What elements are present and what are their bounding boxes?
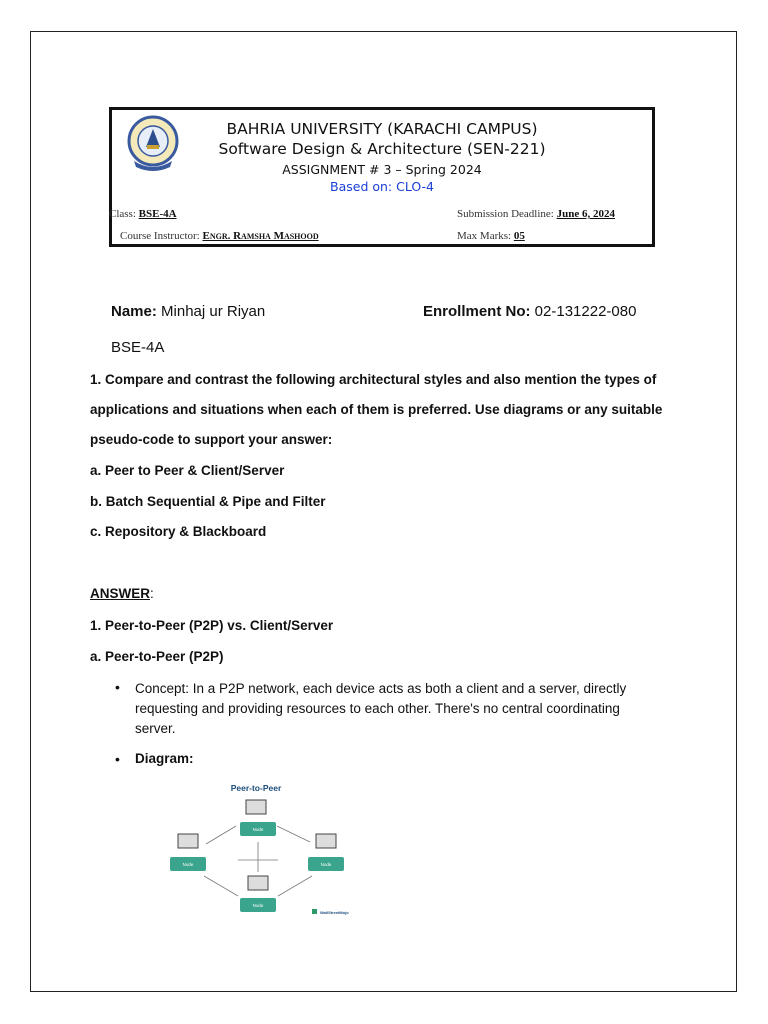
node-label: Node: [320, 862, 332, 867]
class-label: Class:: [109, 208, 136, 220]
concept-line-2: requesting and providing resources to each other. There's no central coordinating: [135, 701, 620, 716]
p2p-diagram: [162, 778, 382, 928]
answer-colon: :: [150, 586, 154, 601]
node-top: [240, 800, 276, 836]
deadline-label: Submission Deadline:: [457, 208, 554, 220]
class-value: BSE-4A: [138, 208, 177, 220]
question-part-b: b. Batch Sequential & Pipe and Filter: [90, 494, 326, 509]
node-label: Node: [252, 903, 264, 908]
bullet-icon: •: [115, 751, 120, 767]
assignment-header: [109, 107, 655, 247]
diagram-title: Peer-to-Peer: [230, 783, 282, 793]
node-label: Node: [252, 827, 264, 832]
question-line-2: applications and situations when each of them is preferred. Use diagrams or any suitable: [90, 402, 663, 417]
instructor-label: Course Instructor:: [120, 230, 200, 242]
marks-label: Max Marks:: [457, 230, 512, 242]
university-name: BAHRIA UNIVERSITY (KARACHI CAMPUS): [226, 120, 538, 138]
concept-paragraph: [135, 679, 655, 739]
enrollment: [423, 303, 636, 320]
answer-label: ANSWER: [90, 586, 150, 601]
diagram-label: Diagram:: [135, 751, 194, 766]
node-left: [170, 834, 206, 871]
clo-label: Based on: CLO-4: [330, 179, 434, 194]
node-bottom: [240, 876, 276, 912]
marks-info: [457, 230, 525, 242]
answer-subsection-title: a. Peer-to-Peer (P2P): [90, 649, 224, 664]
node-right: [308, 834, 344, 871]
student-name: [111, 303, 265, 320]
bullet-icon: •: [115, 679, 120, 695]
question-part-c: c. Repository & Blackboard: [90, 524, 267, 539]
assignment-title: ASSIGNMENT # 3 – Spring 2024: [282, 162, 482, 177]
name-label: Name:: [111, 303, 157, 320]
marks-value: 05: [513, 230, 525, 242]
question-part-a: a. Peer to Peer & Client/Server: [90, 463, 285, 478]
deadline-info: [457, 208, 615, 220]
watermark-text: WallStreetMojo: [320, 910, 349, 915]
answer-section-title: 1. Peer-to-Peer (P2P) vs. Client/Server: [90, 618, 334, 633]
answer-heading: [90, 586, 154, 601]
enrollment-label: Enrollment No:: [423, 303, 531, 320]
concept-line-3: server.: [135, 721, 176, 736]
name-value: Minhaj ur Riyan: [161, 303, 266, 320]
course-title: Software Design & Architecture (SEN-221): [218, 140, 546, 158]
deadline-value: June 6, 2024: [556, 208, 615, 220]
question-line-1: 1. Compare and contrast the following architectural styles and also mention the types of: [90, 372, 657, 387]
instructor-info: [120, 230, 319, 242]
watermark: [312, 909, 349, 915]
student-section: BSE-4A: [111, 339, 165, 356]
concept-line-1: Concept: In a P2P network, each device acts as both a client and a server, directly: [135, 681, 627, 696]
instructor-value: Engr. Ramsha Mashood: [202, 230, 319, 242]
enrollment-value: 02-131222-080: [534, 303, 637, 320]
question-line-3: pseudo-code to support your answer:: [90, 432, 333, 447]
node-label: Node: [182, 862, 194, 867]
class-info: [109, 208, 177, 220]
